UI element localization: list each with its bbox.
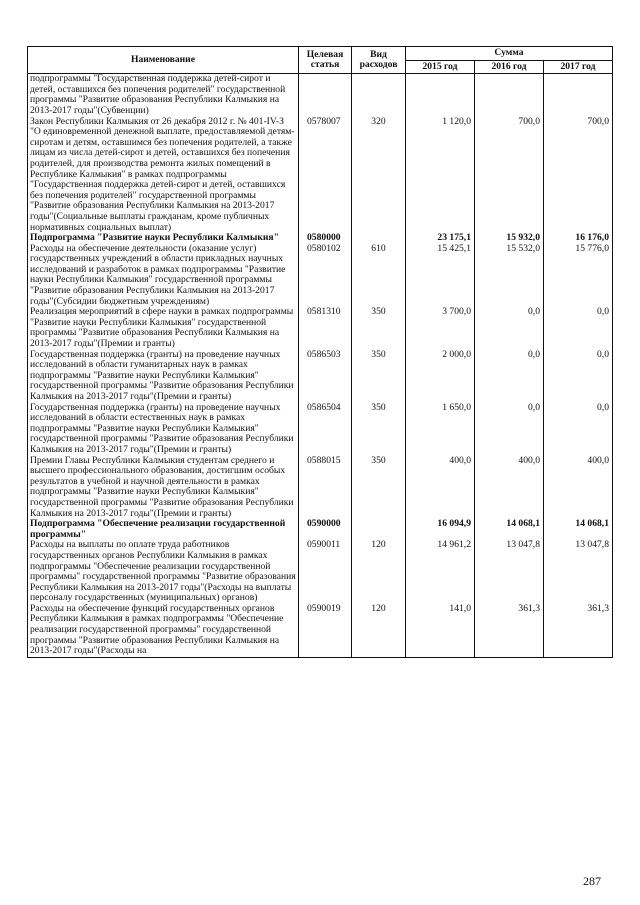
row-kind: 350 — [352, 350, 406, 403]
row-sum-2017: 0,0 — [544, 403, 613, 456]
table-header — [28, 47, 613, 74]
table-row — [28, 456, 613, 520]
header-code: Целевая статья — [299, 47, 352, 74]
row-sum-2015: 23 175,1 — [406, 233, 475, 244]
row-sum-2016: 0,0 — [475, 307, 544, 349]
row-name: Премии Главы Республики Калмыкия студентам среднего и высшего профессионального образования, достигшим особых результатов в учебной и научной деятельности в рамках подпрограммы "Развитие науки Республики Калмыкия" государственной программы "Развитие образования Республики Калмыкия на 2013-2017 годы"(Премии и гранты) — [28, 456, 299, 520]
row-sum-2016: 15 532,0 — [475, 244, 544, 308]
row-code: 0586503 — [299, 350, 352, 403]
row-code: 0580102 — [299, 244, 352, 308]
table-row — [28, 307, 613, 349]
page-number: 287 — [583, 874, 601, 888]
row-sum-2016: 400,0 — [475, 456, 544, 520]
row-sum-2015: 16 094,9 — [406, 519, 475, 540]
row-sum-2017: 400,0 — [544, 456, 613, 520]
row-kind: 320 — [352, 117, 406, 234]
row-sum-2015: 1 120,0 — [406, 117, 475, 234]
row-code: 0580000 — [299, 233, 352, 244]
header-year-2015: 2015 год — [406, 60, 475, 74]
row-sum-2016: 13 047,8 — [475, 540, 544, 604]
row-sum-2017: 13 047,8 — [544, 540, 613, 604]
table-body — [28, 74, 613, 658]
row-kind: 350 — [352, 456, 406, 520]
row-sum-2015: 141,0 — [406, 604, 475, 657]
table-row — [28, 540, 613, 604]
row-name: Расходы на выплаты по оплате труда работников государственных органов Республики Калмыкия в рамках подпрограммы "Обеспечение реализации государственной программы" государственной программы "Развитие образования Республики Калмыкия на 2013-2017 годы"(Расходы на выплаты персоналу государственных (муниципальных) органов) — [28, 540, 299, 604]
row-sum-2015: 14 961,2 — [406, 540, 475, 604]
row-sum-2017: 15 776,0 — [544, 244, 613, 308]
row-sum-2017: 0,0 — [544, 350, 613, 403]
row-sum-2016: 14 068,1 — [475, 519, 544, 540]
row-sum-2015: 3 700,0 — [406, 307, 475, 349]
row-kind: 350 — [352, 403, 406, 456]
budget-table — [27, 46, 613, 658]
row-code: 0590019 — [299, 604, 352, 657]
header-kind: Вид расходов — [352, 47, 406, 74]
row-code: 0588015 — [299, 456, 352, 520]
row-sum-2017: 16 176,0 — [544, 233, 613, 244]
row-name: Подпрограмма "Обеспечение реализации государственной программы" — [28, 519, 299, 540]
row-sum-2016: 0,0 — [475, 350, 544, 403]
row-sum-2017: 14 068,1 — [544, 519, 613, 540]
row-sum-2016 — [475, 74, 544, 117]
header-sum: Сумма — [406, 47, 613, 61]
row-name: Государственная поддержка (гранты) на проведение научных исследований в области естественных наук в рамках подпрограммы "Развитие науки Республики Калмыкия" государственной программы "Развитие образования Республики Калмыкия на 2013-2017 годы"(Премии и гранты) — [28, 403, 299, 456]
header-name: Наименование — [28, 47, 299, 74]
row-name: Расходы на обеспечение функций государственных органов Республики Калмыкия в рамках подпрограммы "Обеспечение реализации государственной программы" государственной программы "Развитие образования Республики Калмыкия на 2013-2017 годы"(Расходы на — [28, 604, 299, 657]
header-year-2017: 2017 год — [544, 60, 613, 74]
row-kind — [352, 519, 406, 540]
row-sum-2017: 361,3 — [544, 604, 613, 657]
row-sum-2015: 15 425,1 — [406, 244, 475, 308]
row-code: 0581310 — [299, 307, 352, 349]
table-row — [28, 117, 613, 234]
table-row — [28, 350, 613, 403]
header-year-2016: 2016 год — [475, 60, 544, 74]
row-code: 0586504 — [299, 403, 352, 456]
table-row — [28, 403, 613, 456]
row-code — [299, 74, 352, 117]
row-name: Подпрограмма "Развитие науки Республики Калмыкия" — [28, 233, 299, 244]
row-sum-2015 — [406, 74, 475, 117]
row-code: 0590011 — [299, 540, 352, 604]
row-name: Закон Республики Калмыкия от 26 декабря 2012 г. № 401-IV-З "О единовременной денежной выплате, предоставляемой детям-сиротам и детям, оставшимся без попечения родителей, а также лицам из числа детей-сирот и детей, оставшихся без попечения родителей, для производства ремонта жилых помещений в Республике Калмыкия" в рамках подпрограммы "Государственная поддержка детей-сирот и детей, оставшихся без попечения родителей" государственной программы "Развитие образования Республики Калмыкия на 2013-2017 годы"(Социальные выплаты гражданам, кроме публичных нормативных социальных выплат) — [28, 117, 299, 234]
row-sum-2017: 0,0 — [544, 307, 613, 349]
row-sum-2015: 2 000,0 — [406, 350, 475, 403]
row-sum-2016: 0,0 — [475, 403, 544, 456]
row-name: подпрограммы "Государственная поддержка детей-сирот и детей, оставшихся без попечения родителей" государственной программы "Развитие образования Республики Калмыкия на 2013-2017 годы"(Субвенции) — [28, 74, 299, 117]
row-name: Государственная поддержка (гранты) на проведение научных исследований в области гуманитарных наук в рамках подпрограммы "Развитие науки Республики Калмыкия" государственной программы "Развитие образования Республики Калмыкия на 2013-2017 годы"(Премии и гранты) — [28, 350, 299, 403]
row-name: Расходы на обеспечение деятельности (оказание услуг) государственных учреждений в области прикладных научных исследований и разработок в рамках подпрограммы "Развитие науки Республики Калмыкия" государственной программы "Развитие образования Республики Калмыкия на 2013-2017 годы"(Субсидии бюджетным учреждениям) — [28, 244, 299, 308]
table-row — [28, 519, 613, 540]
row-kind — [352, 74, 406, 117]
row-sum-2017 — [544, 74, 613, 117]
row-kind: 120 — [352, 604, 406, 657]
row-sum-2015: 1 650,0 — [406, 403, 475, 456]
row-sum-2016: 700,0 — [475, 117, 544, 234]
table-row — [28, 74, 613, 117]
table-row — [28, 244, 613, 308]
row-code: 0578007 — [299, 117, 352, 234]
budget-table-sheet — [27, 46, 612, 658]
row-kind: 350 — [352, 307, 406, 349]
row-sum-2016: 361,3 — [475, 604, 544, 657]
row-sum-2015: 400,0 — [406, 456, 475, 520]
row-name: Реализация мероприятий в сфере науки в рамках подпрограммы "Развитие науки Республики Калмыкия" государственной программы "Развитие образования Республики Калмыкия на 2013-2017 годы"(Премии и гранты) — [28, 307, 299, 349]
row-kind: 610 — [352, 244, 406, 308]
row-sum-2016: 15 932,0 — [475, 233, 544, 244]
row-kind: 120 — [352, 540, 406, 604]
table-row — [28, 604, 613, 657]
row-sum-2017: 700,0 — [544, 117, 613, 234]
row-code: 0590000 — [299, 519, 352, 540]
